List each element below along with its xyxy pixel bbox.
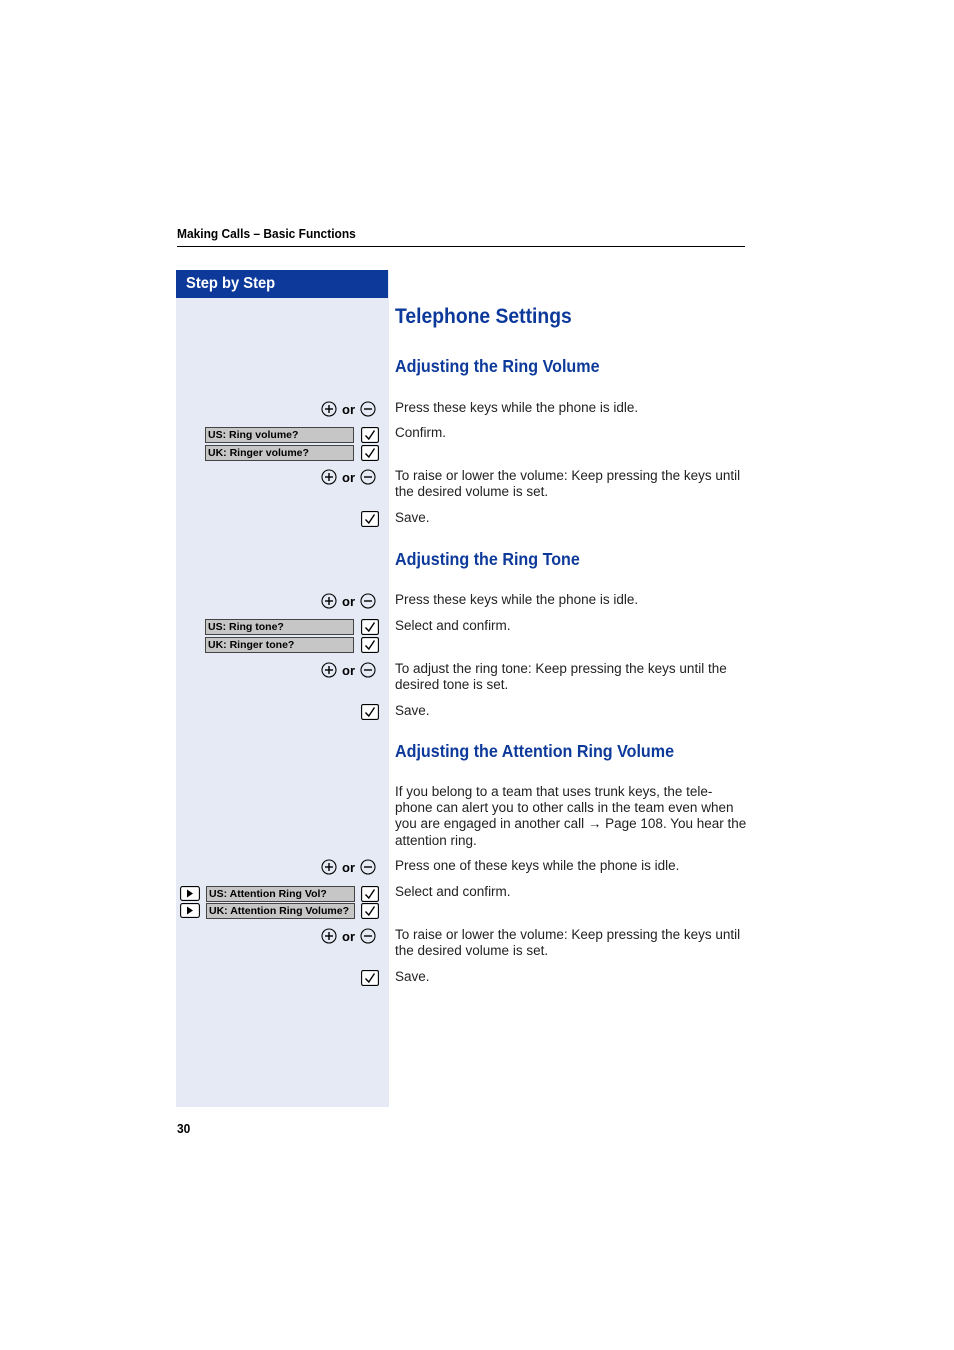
plus-minus-keys: [321, 469, 376, 485]
minus-key-icon: [360, 662, 376, 678]
step-text: Save.: [395, 969, 430, 984]
header-rule: [177, 246, 745, 247]
step-text: Press one of these keys while the phone is idle.: [395, 858, 680, 873]
check-key-icon: [361, 704, 379, 720]
scroll-arrow-icon: [180, 886, 200, 901]
section-heading-ring-tone: Adjusting the Ring Tone: [395, 549, 580, 569]
plus-key-icon: [321, 662, 337, 678]
plus-key-icon: [321, 928, 337, 944]
section-heading-attention-ring-volume: Adjusting the Attention Ring Volume: [395, 741, 675, 761]
display-option: US: Ring volume?: [205, 427, 354, 443]
display-option: UK: Ringer volume?: [205, 445, 354, 461]
display-option: US: Ring tone?: [205, 619, 354, 635]
minus-key-icon: [360, 859, 376, 875]
section-heading-ring-volume: Adjusting the Ring Volume: [395, 356, 600, 376]
step-text: Save.: [395, 510, 430, 525]
check-key-icon: [361, 970, 379, 986]
check-key-icon: [361, 427, 379, 443]
check-key-icon: [361, 445, 379, 461]
plus-minus-keys: [321, 928, 376, 944]
step-text: Select and confirm.: [395, 884, 511, 899]
display-option: US: Attention Ring Vol?: [206, 886, 355, 902]
step-text: Press these keys while the phone is idle.: [395, 400, 639, 415]
check-key-icon: [361, 903, 379, 919]
minus-key-icon: [360, 469, 376, 485]
check-key-icon: [361, 886, 379, 902]
plus-minus-keys: [321, 859, 376, 875]
step-text: To raise or lower the volume: Keep pressing the keys until the desired volume is set.: [395, 927, 741, 959]
plus-minus-keys: [321, 401, 376, 417]
running-header: Making Calls – Basic Functions: [177, 226, 356, 241]
check-key-icon: [361, 619, 379, 635]
step-by-step-label: Step by Step: [186, 275, 276, 292]
display-option: UK: Ringer tone?: [205, 637, 354, 653]
check-key-icon: [361, 511, 379, 527]
or-label: or: [342, 662, 355, 678]
display-option: UK: Attention Ring Volume?: [206, 903, 355, 919]
or-label: or: [342, 401, 355, 417]
or-label: or: [342, 928, 355, 944]
plus-key-icon: [321, 593, 337, 609]
step-text: Select and confirm.: [395, 618, 511, 633]
page-title: Telephone Settings: [395, 305, 572, 328]
step-text: Press these keys while the phone is idle.: [395, 592, 639, 607]
step-by-step-column: [176, 270, 389, 1107]
step-text: Confirm.: [395, 425, 447, 440]
or-label: or: [342, 593, 355, 609]
minus-key-icon: [360, 593, 376, 609]
section-intro: If you belong to a team that uses trunk keys, the tele-phone can alert you to other calls in the team even when you are engaged in another call → Page 108. You hear the attention ring.: [395, 784, 747, 848]
step-text: Save.: [395, 703, 430, 718]
plus-key-icon: [321, 859, 337, 875]
or-label: or: [342, 859, 355, 875]
step-text: To adjust the ring tone: Keep pressing the keys until the desired tone is set.: [395, 661, 727, 693]
scroll-arrow-icon: [180, 903, 200, 918]
minus-key-icon: [360, 928, 376, 944]
plus-minus-keys: [321, 593, 376, 609]
plus-minus-keys: [321, 662, 376, 678]
step-by-step-banner: [176, 270, 388, 298]
plus-key-icon: [321, 401, 337, 417]
or-label: or: [342, 469, 355, 485]
minus-key-icon: [360, 401, 376, 417]
page-number: 30: [177, 1121, 191, 1136]
plus-key-icon: [321, 469, 337, 485]
step-text: To raise or lower the volume: Keep pressing the keys until the desired volume is set.: [395, 468, 741, 500]
check-key-icon: [361, 637, 379, 653]
